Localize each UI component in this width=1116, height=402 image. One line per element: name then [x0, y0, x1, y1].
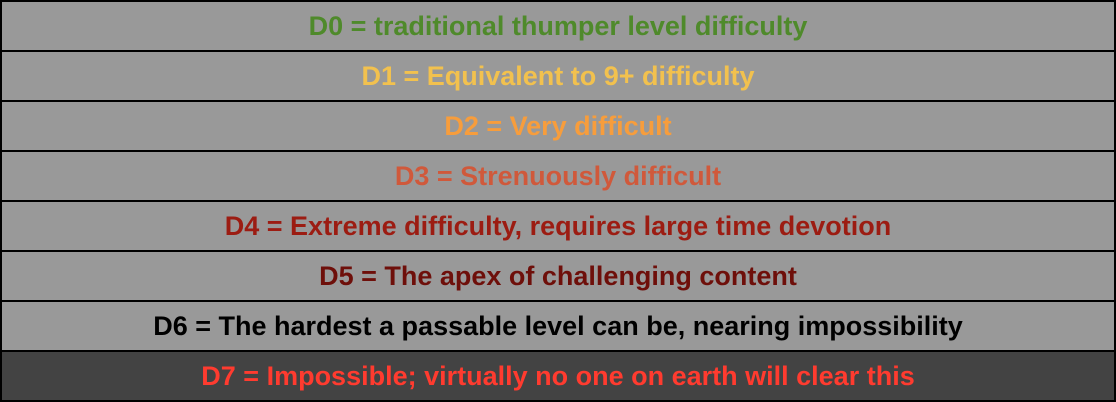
difficulty-label-d7: D7 = Impossible; virtually no one on earth will clear this: [201, 360, 915, 391]
difficulty-row-d7: [2, 352, 1114, 400]
difficulty-label-d0: D0 = traditional thumper level difficulty: [308, 10, 808, 41]
difficulty-label-d3: D3 = Strenuously difficult: [394, 160, 722, 191]
difficulty-label-d2: D2 = Very difficult: [444, 110, 672, 141]
difficulty-row-d6: [2, 302, 1114, 352]
difficulty-label-d6: D6 = The hardest a passable level can be, nearing impossibility: [153, 310, 963, 341]
difficulty-label-d4: D4 = Extreme difficulty, requires large time devotion: [224, 210, 892, 241]
difficulty-label-d5: D5 = The apex of challenging content: [319, 260, 797, 291]
difficulty-row-d0: [2, 2, 1114, 52]
difficulty-row-d3: [2, 152, 1114, 202]
difficulty-label-d1: D1 = Equivalent to 9+ difficulty: [361, 60, 755, 91]
difficulty-row-d4: [2, 202, 1114, 252]
difficulty-row-d2: [2, 102, 1114, 152]
difficulty-row-d1: [2, 52, 1114, 102]
difficulty-row-d5: [2, 252, 1114, 302]
